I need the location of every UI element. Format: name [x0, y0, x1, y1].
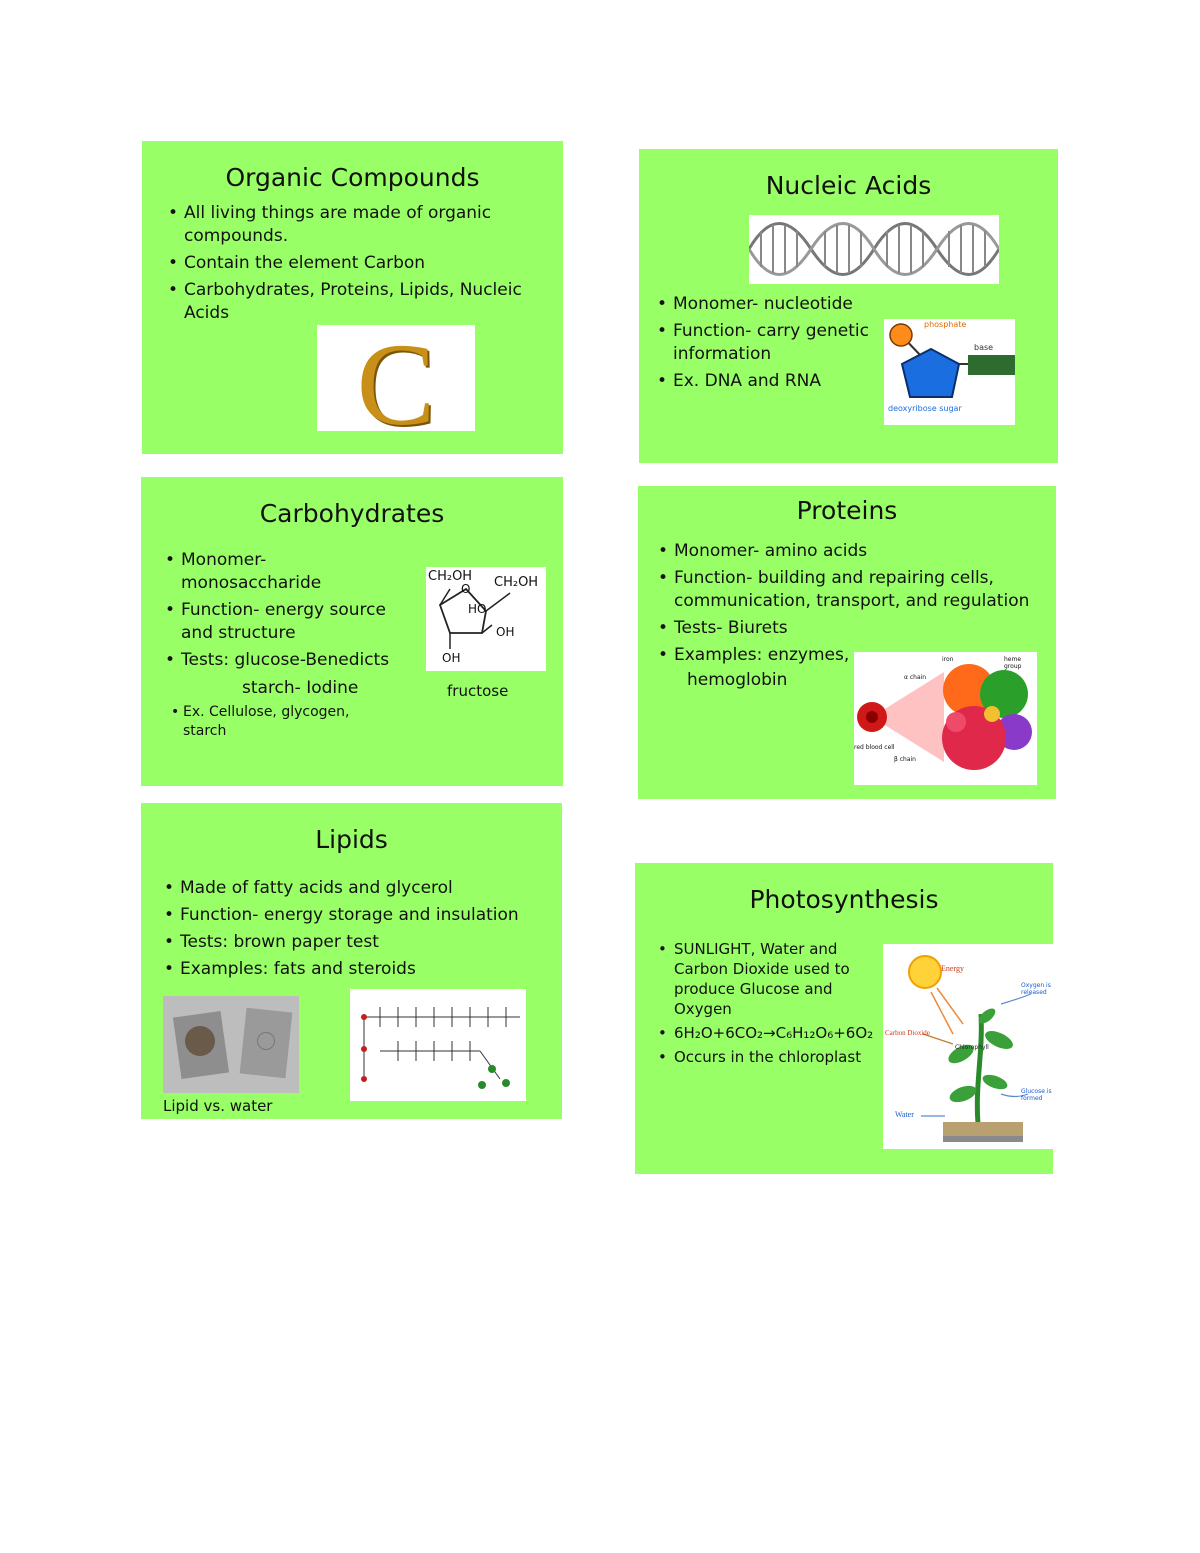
- slide-photosynthesis: [635, 863, 1053, 1174]
- phosphate-label: phosphate: [924, 320, 967, 329]
- bullet-item: • Function- energy storage and insulation: [164, 904, 554, 927]
- fructose-structure: [426, 567, 546, 671]
- nucleotide-diagram: [884, 319, 1015, 425]
- chlorophyll-label: Chlorophyll: [955, 1044, 989, 1051]
- rbc-label: red blood cell: [854, 744, 895, 751]
- slide-lipids: [141, 803, 562, 1119]
- bullet-item: • Carbohydrates, Proteins, Lipids, Nucleic Acids: [168, 279, 538, 325]
- energy-label: Energy: [941, 964, 964, 973]
- slide-organic-compounds: [142, 141, 563, 454]
- bullet-item: • Tests: brown paper test: [164, 931, 554, 954]
- carbon-letter-image: [317, 325, 475, 431]
- bullet-item: • 6H₂O+6CO₂→C₆H₁₂O₆+6O₂: [658, 1023, 878, 1043]
- slide-proteins: [638, 486, 1056, 799]
- sun-icon: [909, 956, 941, 988]
- bullet-list: [165, 549, 405, 676]
- water-label: Water: [895, 1110, 914, 1119]
- fatty-acid-structure: [350, 989, 526, 1101]
- heme-label: heme group: [1004, 656, 1022, 670]
- small-bullet: • Ex. Cellulose, glycogen, starch: [171, 704, 350, 739]
- ch2oh-label: CH₂OH: [428, 569, 473, 584]
- bullet-item: • Examples: fats and steroids: [164, 958, 554, 981]
- slide-carbohydrates: [141, 477, 563, 786]
- bullet-list: [168, 202, 538, 329]
- oh-label: OH: [442, 651, 461, 665]
- slide-title: Proteins: [796, 496, 898, 525]
- slide-title: Photosynthesis: [749, 885, 939, 914]
- bullet-item: • Tests: glucose-Benedicts: [165, 649, 405, 672]
- bullet-item: • Examples: enzymes,: [658, 644, 1038, 667]
- alpha-chain-label: α chain: [904, 674, 927, 681]
- slide-title: Carbohydrates: [259, 499, 445, 528]
- bullet-item: • Function- carry genetic information: [657, 320, 877, 366]
- sugar-pentagon: [902, 349, 959, 397]
- phosphate-circle: [890, 324, 912, 346]
- bullet-item: • Function- building and repairing cells, communication, transport, and regulation: [658, 567, 1038, 613]
- bullet-item: • Tests- Biurets: [658, 617, 1038, 640]
- bullet-list: [658, 939, 878, 1071]
- bullet-item: • Function- energy source and structure: [165, 599, 405, 645]
- dna-helix-image: [749, 215, 999, 284]
- iron-label: iron: [942, 656, 954, 663]
- sugar-label: deoxyribose sugar: [888, 404, 962, 413]
- slide-nucleic-acids: [639, 149, 1058, 463]
- ring-oxygen-label: O: [461, 582, 471, 596]
- carbon-letter: C: [356, 325, 436, 431]
- bullet-list: [164, 877, 554, 985]
- bullet-item: • All living things are made of organic compounds.: [168, 202, 538, 248]
- bullet-item: • Monomer- nucleotide: [657, 293, 877, 316]
- oh-label: OH: [496, 625, 515, 639]
- bullet-item: • Contain the element Carbon: [168, 252, 538, 275]
- base-rectangle: [968, 355, 1015, 375]
- bullet-continuation: hemoglobin: [687, 670, 788, 690]
- paper-test-photo: [163, 996, 299, 1093]
- base-label: base: [974, 343, 994, 352]
- bullet-item: • Occurs in the chloroplast: [658, 1047, 878, 1067]
- co2-label: Carbon Dioxide: [885, 1029, 930, 1037]
- fructose-caption: fructose: [447, 682, 509, 700]
- ho-label: HO: [468, 602, 487, 616]
- bullet-item: • Monomer- amino acids: [658, 540, 1038, 563]
- hemoglobin-image: [854, 652, 1037, 785]
- slide-title: Organic Compounds: [225, 163, 480, 192]
- bullet-item: • SUNLIGHT, Water and Carbon Dioxide used to produce Glucose and Oxygen: [658, 939, 878, 1019]
- beta-chain-label: β chain: [894, 756, 916, 763]
- glucose-label: Glucose is formed: [1021, 1088, 1052, 1102]
- dna-helix-icon: [749, 215, 999, 284]
- oxygen-label: Oxygen is released: [1021, 982, 1051, 996]
- bullet-item: • Ex. DNA and RNA: [657, 370, 877, 393]
- bullet-list: [657, 293, 877, 397]
- lipid-water-caption: Lipid vs. water: [163, 1097, 273, 1115]
- ch2oh-label: CH₂OH: [494, 575, 539, 590]
- slide-title: Lipids: [315, 825, 388, 854]
- photosynthesis-diagram: [883, 944, 1053, 1149]
- bullet-continuation: starch- Iodine: [242, 678, 359, 698]
- bullet-item: • Monomer- monosaccharide: [165, 549, 405, 595]
- bullet-item: • Made of fatty acids and glycerol: [164, 877, 554, 900]
- slide-title: Nucleic Acids: [765, 171, 932, 200]
